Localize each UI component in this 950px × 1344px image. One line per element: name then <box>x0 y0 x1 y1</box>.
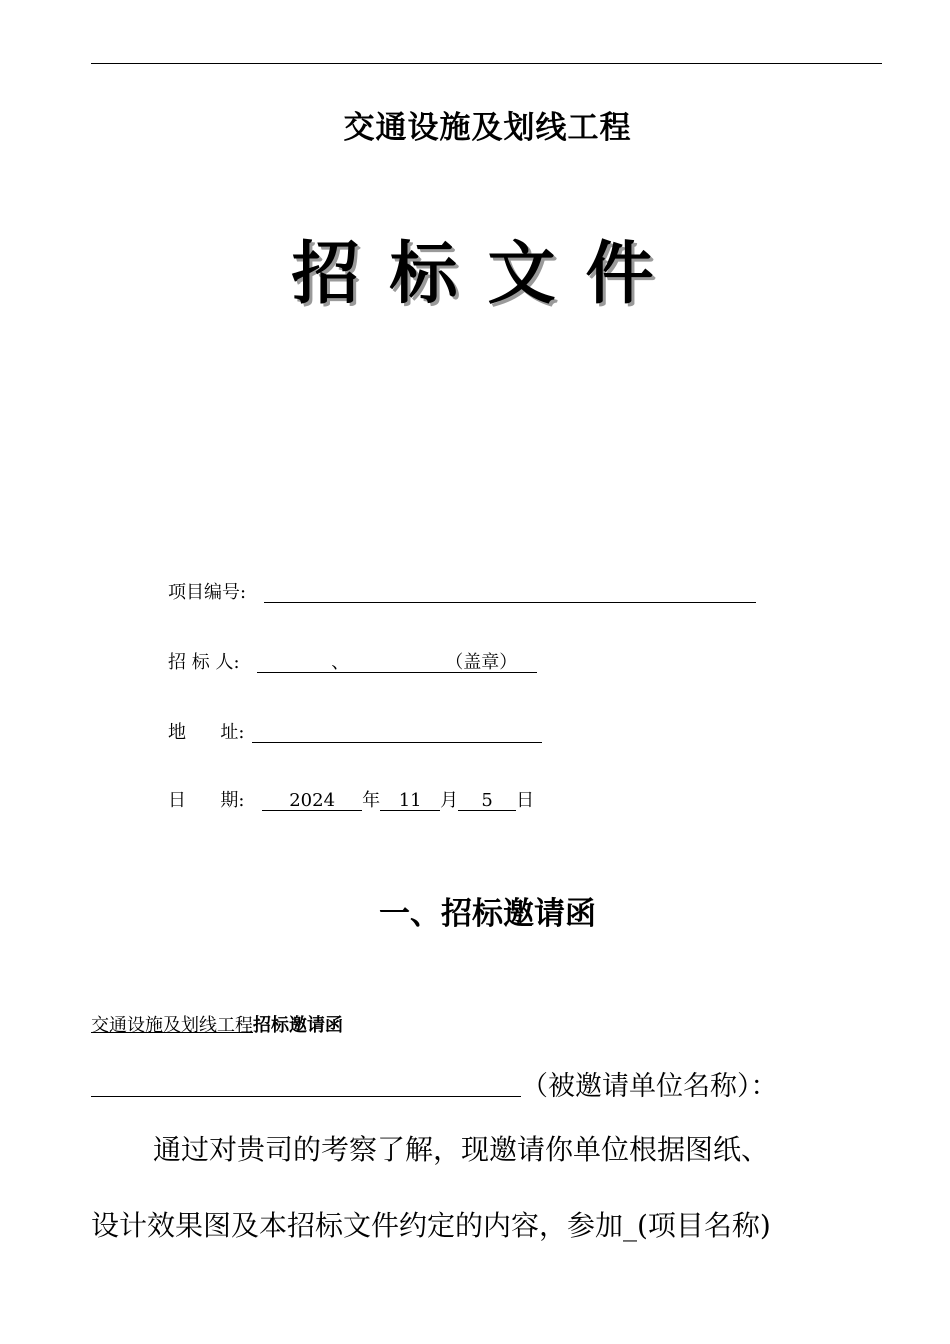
letter-title-project: 交通设施及划线工程 <box>91 1015 253 1036</box>
document-title-char: 招 <box>291 235 390 314</box>
date-day: 5 <box>458 788 516 811</box>
project-no-label: 项目编号: <box>168 582 247 603</box>
body-paragraph-line: 通过对贵司的考察了解，现邀请你单位根据图纸、 <box>153 1133 770 1166</box>
project-no-blank <box>264 580 756 603</box>
body-paragraph-line: 设计效果图及本招标文件约定的内容，参加_(项目名称) <box>91 1209 771 1242</box>
project-no-row <box>168 580 756 606</box>
header-rule <box>91 63 882 64</box>
tenderer-blank <box>257 650 537 673</box>
project-title: 交通设施及划线工程 <box>343 110 632 146</box>
tenderer-separator: 、 <box>331 652 350 673</box>
document-title-char: 文 <box>487 235 586 314</box>
tenderer-label: 招 标 人: <box>168 652 240 673</box>
date-year: 2024 <box>262 788 362 811</box>
document-title <box>0 220 950 317</box>
document-title-char: 件 <box>585 235 684 314</box>
tenderer-seal: （盖章） <box>445 652 518 673</box>
address-label: 地 址: <box>168 722 245 743</box>
invitee-blank <box>91 1064 521 1097</box>
invitee-line <box>91 1064 891 1104</box>
section-heading: 一、招标邀请函 <box>379 896 596 932</box>
date-label: 日 期: <box>168 790 245 811</box>
document-title-char: 标 <box>389 235 488 314</box>
letter-title <box>91 1011 343 1037</box>
date-day-unit: 日 <box>516 790 535 811</box>
date-row <box>168 788 534 814</box>
date-month-unit: 月 <box>440 790 459 811</box>
date-month: 11 <box>380 788 440 811</box>
date-year-unit: 年 <box>362 790 381 811</box>
invitee-suffix: （被邀请单位名称）： <box>521 1071 778 1102</box>
address-blank <box>252 720 542 743</box>
letter-title-suffix: 招标邀请函 <box>253 1015 343 1036</box>
address-row <box>168 720 542 746</box>
tenderer-row <box>168 650 537 676</box>
